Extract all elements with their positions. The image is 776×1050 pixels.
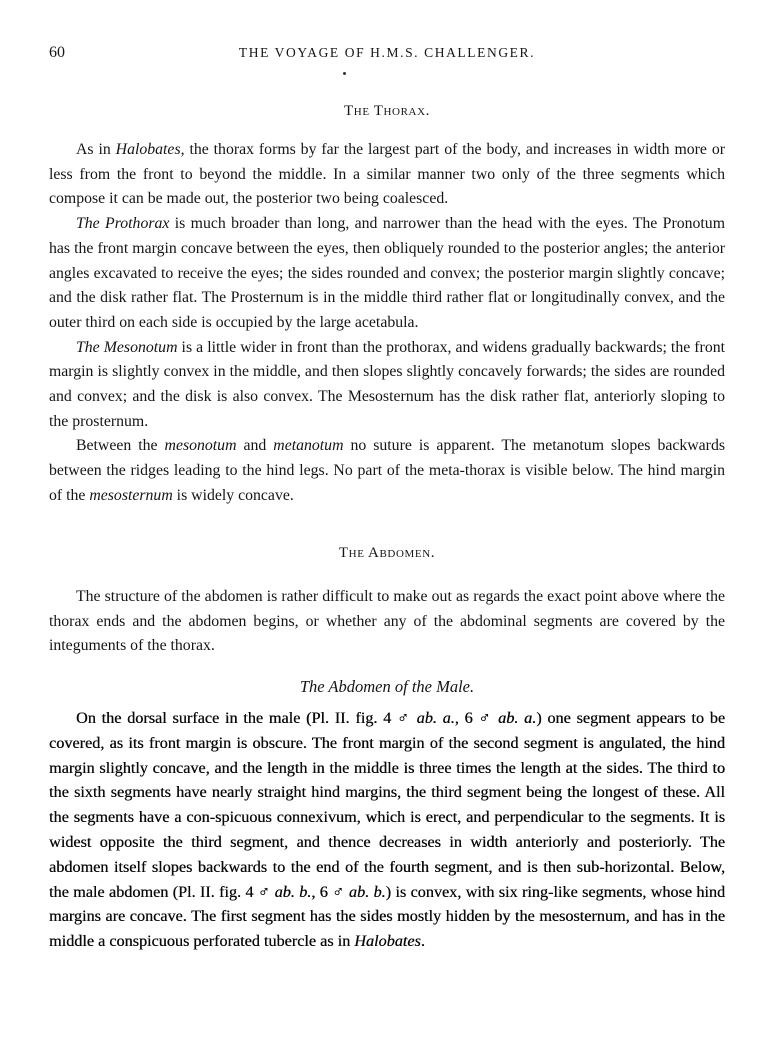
thorax-body: [49, 138, 725, 509]
abdomen-intro: [49, 585, 725, 659]
text-run: is widely concave.: [172, 486, 294, 504]
italic-term: Halobates: [115, 141, 181, 158]
male-symbol: ♂: [478, 709, 493, 727]
italic-term: mesonotum: [164, 437, 237, 455]
text-run: , the thorax forms by far the largest part of the body, and increases in width more or less from the front to beyond the middle. In a similar manner two only of the three segments which compose it can be made out, the posterior two being coalesced.: [49, 141, 725, 208]
section-heading-thorax: The Thorax.: [344, 103, 430, 119]
text-run: and: [236, 437, 274, 455]
paragraph: [49, 706, 725, 954]
figure-ref: ab. a.: [416, 709, 455, 727]
italic-term: Halobates: [354, 932, 421, 951]
paragraph: The structure of the abdomen is rather difficult to make out as regards the exact point above where the thorax ends and the abdomen begins, or whether any of the abdominal segments are covered by the integuments of the thorax.: [49, 588, 725, 655]
figure-ref: ab. b.: [348, 882, 386, 901]
text-run: .: [420, 932, 425, 951]
male-abdomen-body: [49, 706, 725, 954]
ink-speck: [343, 72, 346, 75]
text-run: On the dorsal surface in the male (Pl. II. fig. 4: [76, 709, 397, 727]
text-run: is a little wider in front than the prothorax, and widens gradually backwards; the front margin is slightly convex in the middle, and then slopes slightly concavely forwards; the sides are rounded and convex; and the disk is also convex. The Mesosternum has the disk rather flat, anteriorly sloping to the prosternum.: [49, 338, 726, 430]
section-heading-abdomen: The Abdomen.: [338, 545, 436, 561]
subheading-male-abdomen: The Abdomen of the Male.: [299, 677, 475, 696]
text-run: no suture is apparent. The metanotum slopes backwards between the ridges leading to the hind legs. No part of the meta-thorax is visible below. The hind margin of the: [49, 437, 725, 504]
page-header: [49, 44, 725, 68]
male-symbol: ♂: [396, 709, 411, 727]
page-number: 60: [49, 44, 65, 61]
running-head: THE VOYAGE OF H.M.S. CHALLENGER.: [238, 45, 536, 60]
figure-ref: ab. b.: [274, 882, 312, 901]
figure-ref: ab. a.: [498, 709, 537, 727]
paragraph: [49, 336, 725, 435]
italic-term: mesosternum: [89, 486, 173, 504]
text-run: , 6: [454, 709, 479, 727]
male-symbol: ♂: [332, 882, 345, 901]
italic-term: metanotum: [273, 437, 344, 455]
male-symbol: ♂: [257, 882, 271, 901]
italic-term: The Prothorax: [76, 215, 170, 233]
paragraph: [49, 212, 725, 336]
italic-term: The Mesonotum: [76, 338, 178, 356]
text-run: As in: [76, 141, 116, 158]
paragraph: [49, 138, 725, 212]
text-run: is much broader than long, and narrower than the head with the eyes. The Pronotum has the front margin concave between the eyes, then obliquely rounded to the posterior angles; the anterior angles excavated to receive the eyes; the sides rounded and convex; the posterior margin slightly concave; and the disk rather flat. The Prosternum is in the middle third rather flat or longitudinally convex, and the outer third on each side is occupied by the large acetabula.: [49, 215, 725, 331]
text-run: Between the: [76, 437, 165, 455]
text-run: , 6: [311, 882, 333, 901]
paragraph: [49, 434, 725, 508]
text-run: ) one segment appears to be covered, as its front margin is obscure. The front margin of the second segment is angulated, the hind margin slightly concave, and the length in the middle is three times the length at the sides. The third to the sixth segments have nearly straight hind margins, the third segment being the longest of these. All the segments have a con-spicuous connexivum, which is erect, and perpendicular to the segments. It is widest opposite the third segment, and thence decreases in width anteriorly and posteriorly. The abdomen itself slopes backwards to the end of the fourth segment, and is then sub-horizontal. Below, the male abdomen (Pl. II. fig. 4: [49, 709, 726, 901]
text-run: ) is convex, with six ring-like segments, whose hind margins are concave. The first segment has the sides mostly hidden by the mesosternum, and has in the middle a conspicuous perforated tubercle as in: [49, 882, 726, 951]
